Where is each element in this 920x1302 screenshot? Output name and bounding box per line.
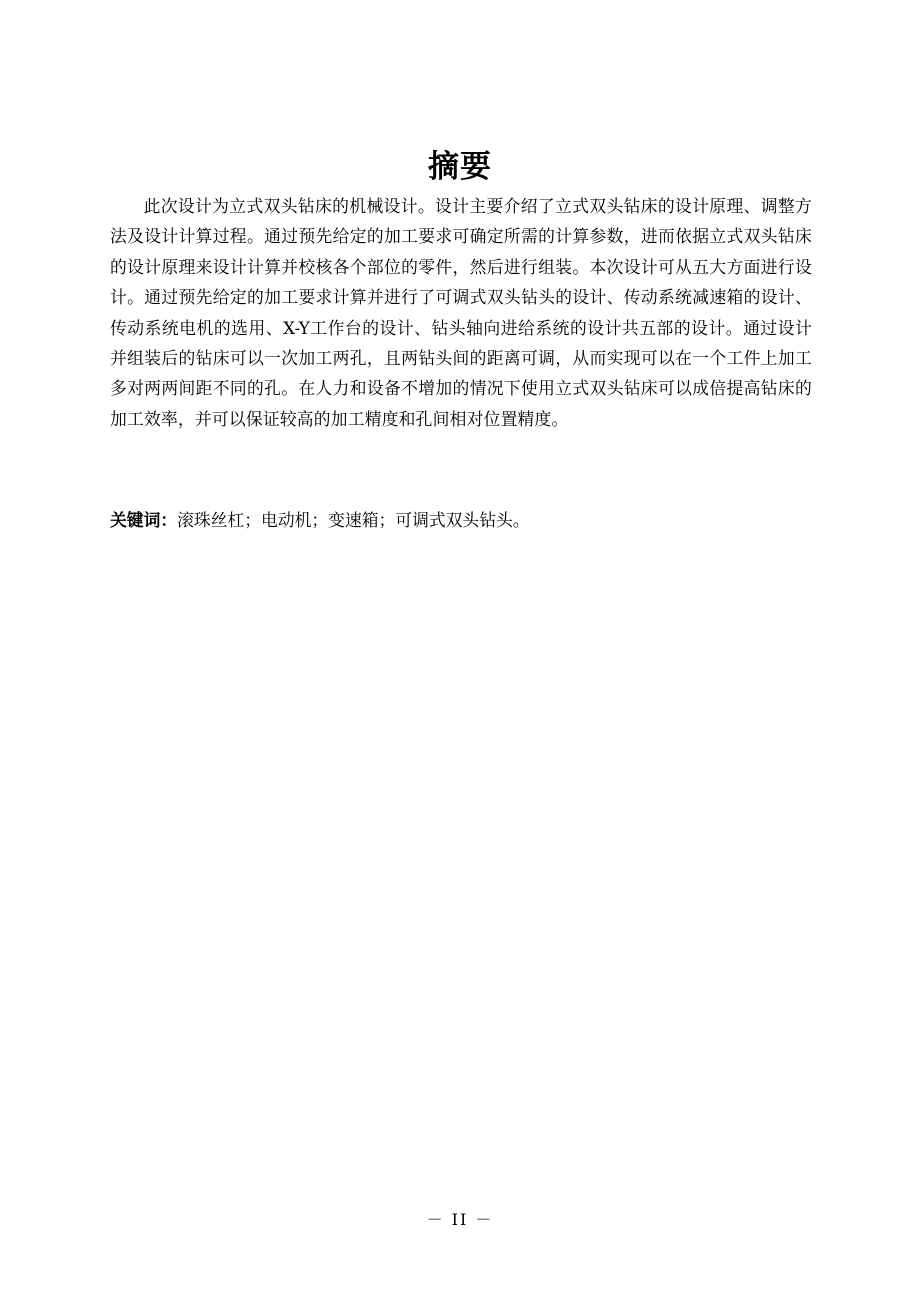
keywords-label: 关键词： [110,510,178,530]
keywords-text: 滚珠丝杠；电动机；变速箱；可调式双头钻头。 [177,510,530,530]
abstract-title: 摘要 [428,148,492,185]
keywords-line [110,506,812,534]
page-number: － II － [426,1210,494,1229]
abstract-body: 此次设计为立式双头钻床的机械设计。设计主要介绍了立式双头钻床的设计原理、调整方法及设计计算过程。通过预先给定的加工要求可确定所需的计算参数，进而依据立式双头钻床的设计原理来设计计算并校核各个部位的零件，然后进行组装。本次设计可从五大方面进行设计。通过预先给定的加工要求计算并进行了可调式双头钻头的设计、传动系统减速箱的设计、传动系统电机的选用、X-Y工作台的设计、钻头轴向进给系统的设计共五部的设计。通过设计并组装后的钻床可以一次加工两孔，且两钻头间的距离可调，从而实现可以在一个工件上加工多对两两间距不同的孔。在人力和设备不增加的情况下使用立式双头钻床可以成倍提高钻床的加工效率，并可以保证较高的加工精度和孔间相对位置精度。 [110,196,812,429]
